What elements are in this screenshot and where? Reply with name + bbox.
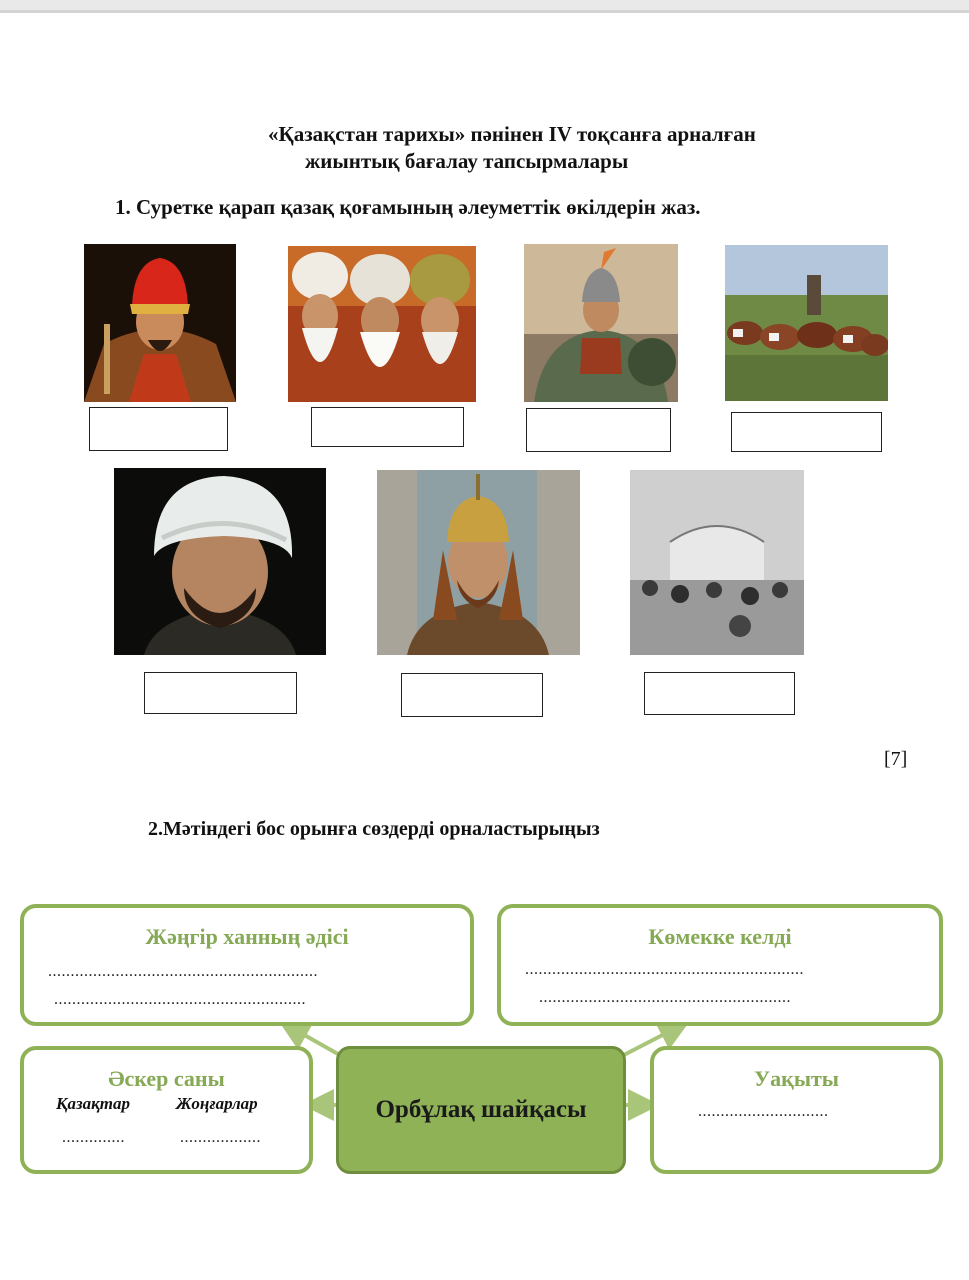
- dzungars-label: Жоңғарлар: [176, 1094, 258, 1113]
- time-box: [650, 1046, 943, 1174]
- time-title: Уақыты: [754, 1066, 839, 1091]
- khan-portrait-icon: [84, 244, 236, 402]
- answer-box-6[interactable]: [401, 673, 543, 717]
- yurt-photo-icon: [630, 470, 804, 655]
- elders-portrait-icon: [288, 246, 476, 402]
- battle-center-box: [336, 1046, 626, 1174]
- herder-cattle-photo-icon: [725, 245, 888, 401]
- answer-box-3[interactable]: [526, 408, 671, 452]
- army-title: Әскер саны: [108, 1066, 225, 1091]
- help-box: [497, 904, 943, 1026]
- method-blank-1[interactable]: ............................................................: [48, 964, 318, 980]
- answer-box-1[interactable]: [89, 407, 228, 451]
- batyr-portrait-icon: [377, 470, 580, 655]
- help-blank-1[interactable]: ..............................................................: [525, 962, 804, 978]
- answer-box-7[interactable]: [644, 672, 795, 715]
- kazakhs-label: Қазақтар: [56, 1094, 131, 1113]
- turban-portrait-icon: [114, 468, 326, 655]
- answer-box-2[interactable]: [311, 407, 464, 447]
- method-box: [20, 904, 474, 1026]
- method-title: Жәңгір ханның әдісі: [145, 924, 349, 949]
- method-blank-2[interactable]: ........................................................: [54, 992, 306, 1008]
- dzungars-blank[interactable]: ..................: [180, 1130, 261, 1146]
- army-box: [20, 1046, 313, 1174]
- task1-question: 1. Суретке қарап қазақ қоғамының әлеуметтік өкілдерін жаз.: [115, 195, 701, 219]
- page-title-line1: «Қазақстан тарихы» пәнінен IV тоқсанға арналған: [268, 122, 756, 146]
- score-label: [7]: [884, 748, 908, 770]
- warrior-portrait-icon: [524, 244, 678, 402]
- kazakhs-blank[interactable]: ..............: [62, 1130, 125, 1146]
- page-title-line2: жиынтық бағалау тапсырмалары: [305, 149, 629, 173]
- top-bar: [0, 0, 969, 13]
- answer-box-4[interactable]: [731, 412, 882, 452]
- help-title: Көмекке келді: [648, 924, 792, 949]
- answer-box-5[interactable]: [144, 672, 297, 714]
- help-blank-2[interactable]: ........................................................: [539, 990, 791, 1006]
- time-blank[interactable]: .............................: [698, 1104, 829, 1120]
- task2-question: 2.Мәтіндегі бос орынға сөздерді орналастырыңыз: [148, 818, 600, 840]
- battle-center-label: Орбұлақ шайқасы: [375, 1096, 587, 1123]
